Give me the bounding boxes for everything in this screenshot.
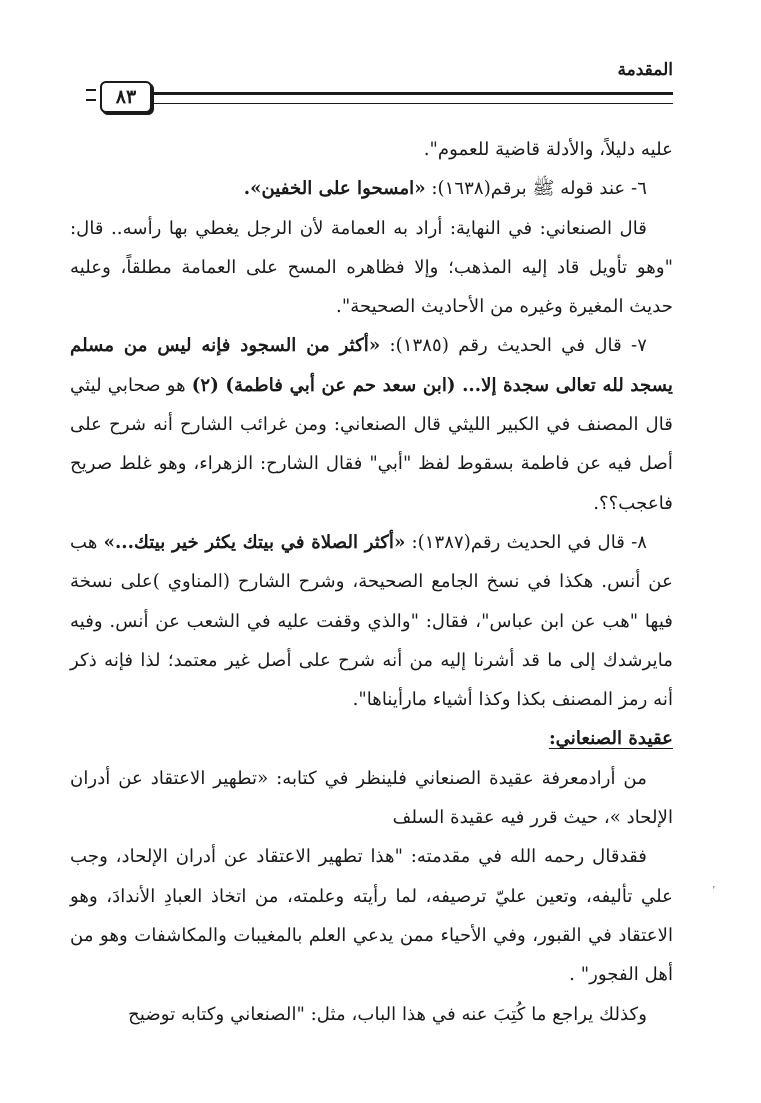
paragraph-text: وكذلك يراجع ما كُتِبَ عنه في هذا الباب، مثل: "الصنعاني وكتابه توضيح (128, 1003, 647, 1025)
item-lead: ٨- قال في الحديث رقم(١٣٨٧): (405, 531, 647, 553)
hadith-quote: «امسحوا على الخفين». (243, 178, 426, 200)
paragraph-item-6 (70, 169, 673, 208)
page-number: ٨٣ (100, 81, 152, 113)
item-commentary: هب عن أنس. هكذا في نسخ الجامع الصحيحة، وشرح الشارح (المناوي )على نسخة فيها "هب عن ابن عباس"، فقال: "والذي وقفت عليه في الشعب عن أنس. وفيه مايرشدك إلى ما قد أشرنا إليه من أنه شرح على أصل غير معتمد؛ لذا فإنه ذكر أنه رمز المصنف بكذا وكذا أشياء مارأيناها". (70, 531, 673, 711)
paragraph-text: فقدقال رحمه الله في مقدمته: "هذا تطهير الاعتقاد عن أدران الإلحاد، وجب علي تأليفه، وتعين عليّ ترصيفه، لما رأيته وعلمته، من اتخاذ العبادِ الأندادَ، وهو الاعتقاد في القبور، وفي الأحياء ممن يدعي العلم بالمغيبات والمكاشفات وهو من أهل الفجور" . (70, 846, 673, 986)
margin-mark: ٬ (712, 884, 716, 897)
hadith-quote: «أكثر من السجود فإنه ليس من مسلم يسجد لله تعالى سجدة إلا... (ابن سعد حم عن أبي فاطمة) (٢) (70, 335, 673, 396)
paragraph-continuation (70, 130, 673, 169)
item-commentary: هو صحابي ليثي قال المصنف في الكبير الليثي قال الصنعاني: ومن غرائب الشارح أنه شرح على أصل فيه عن فاطمة بسقوط لفظ "أبي" فقال الشارح: الزهراء، وهو غلط صريح فاعجب؟؟. (70, 374, 673, 514)
paragraph-further-reading (70, 995, 673, 1034)
section-heading-paragraph (70, 719, 673, 758)
section-heading: عقيدة الصنعاني: (548, 728, 673, 750)
paragraph-item-7 (70, 326, 673, 522)
paragraph-text: عليه دليلاً، والأدلة قاضية للعموم". (423, 139, 673, 160)
paragraph-text: قال الصنعاني: في النهاية: أراد به العمامة لأن الرجل يغطي بها رأسه.. قال: "وهو تأويل قاد إليه المذهب؛ وإلا فظاهره المسح على العمامة مطلقاً، وعليه حديث المغيرة وغيره من الأحاديث الصحيحة". (70, 217, 673, 318)
paragraph-text: من أرادمعرفة عقيدة الصنعاني فلينظر في كتابه: «تطهير الاعتقاد عن أدران الإلحاد »، حيث قرر فيه عقيدة السلف (70, 767, 673, 829)
header-rule-end-mark (86, 89, 96, 101)
hadith-quote: «أكثر الصلاة في بيتك يكثر خير بيتك...» (103, 531, 406, 553)
paragraph-item-8 (70, 523, 673, 719)
item-lead: ٧- قال في الحديث رقم (١٣٨٥): (380, 335, 647, 357)
paragraph-aqeedah-quote (70, 837, 673, 994)
running-title: المقدمة (617, 60, 673, 80)
item-lead: ٦- عند قوله ﷺ برقم(١٦٣٨): (425, 178, 647, 200)
paragraph-aqeedah-intro (70, 759, 673, 838)
paragraph-sanani-comment (70, 209, 673, 327)
header-rule (152, 92, 673, 104)
body-text (70, 130, 673, 1034)
